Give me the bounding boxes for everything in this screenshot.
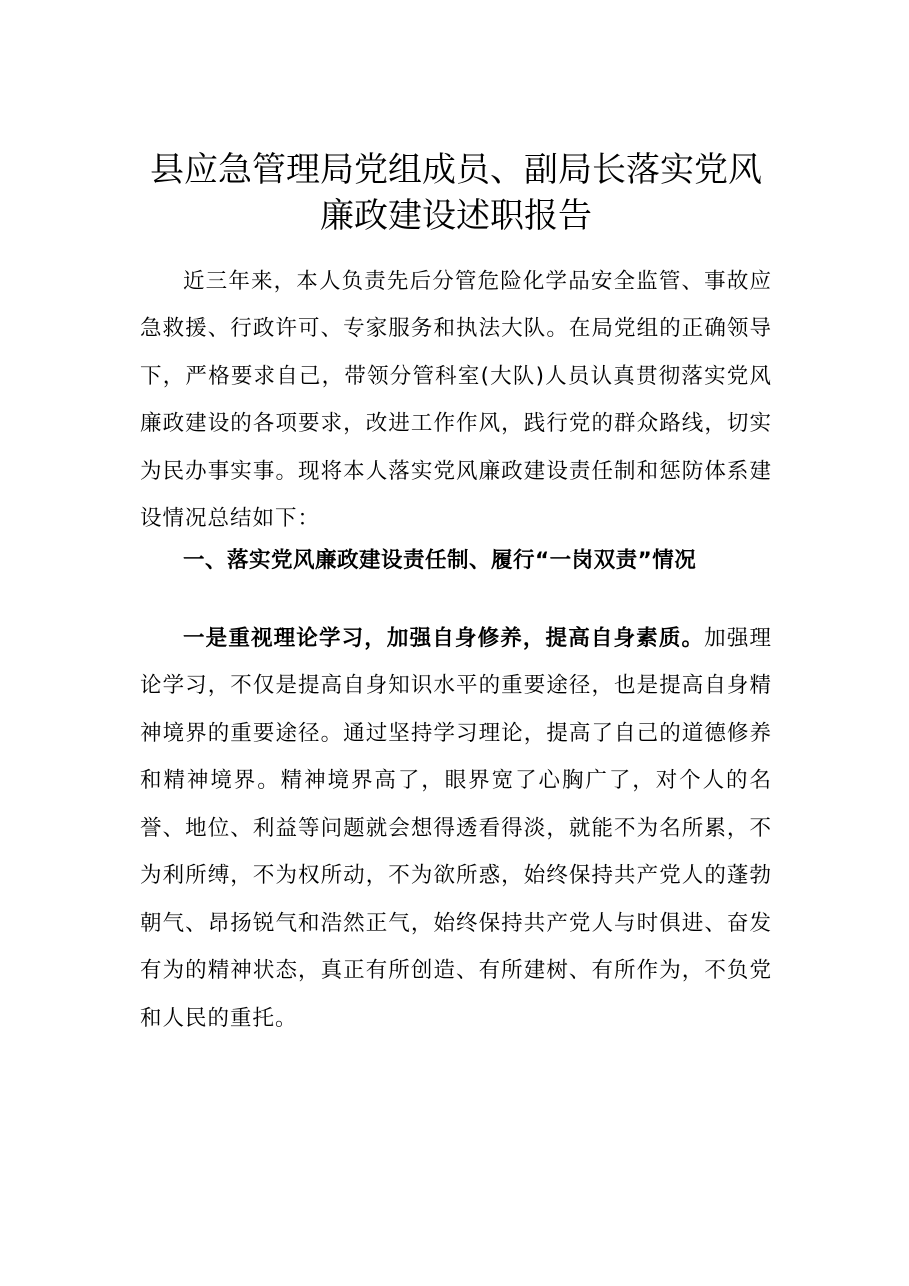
paragraph-lead-sentence: 一是重视理论学习，加强自身修养，提高自身素质。 bbox=[183, 625, 705, 651]
section-1-paragraph-1 bbox=[140, 615, 772, 1043]
document-title: 县应急管理局党组成员、副局长落实党风廉政建设述职报告 bbox=[150, 149, 762, 236]
section-heading-1: 一、落实党风廉政建设责任制、履行“一岗双责”情况 bbox=[183, 548, 697, 573]
paragraph-body-text: 加强理论学习，不仅是提高自身知识水平的重要途径，也是提高自身精神境界的重要途径。通过坚持学习理论，提高了自己的道德修养和精神境界。精神境界高了，眼界宽了心胸广了，对个人的名誉、地位、利益等问题就会想得透看得淡，就能不为名所累，不为利所缚，不为权所动，不为欲所惑，始终保持共产党人的蓬勃朝气、昂扬锐气和浩然正气，始终保持共产党人与时俱进、奋发有为的精神状态，真正有所创造、有所建树、有所作为，不负党和人民的重托。 bbox=[140, 625, 772, 1031]
intro-paragraph: 近三年来，本人负责先后分管危险化学品安全监管、事故应急救援、行政许可、专家服务和执法大队。在局党组的正确领导下，严格要求自己，带领分管科室(大队)人员认真贯彻落实党风廉政建设的各项要求，改进工作作风，践行党的群众路线，切实为民办事实事。现将本人落实党风廉政建设责任制和惩防体系建设情况总结如下： bbox=[140, 268, 772, 531]
